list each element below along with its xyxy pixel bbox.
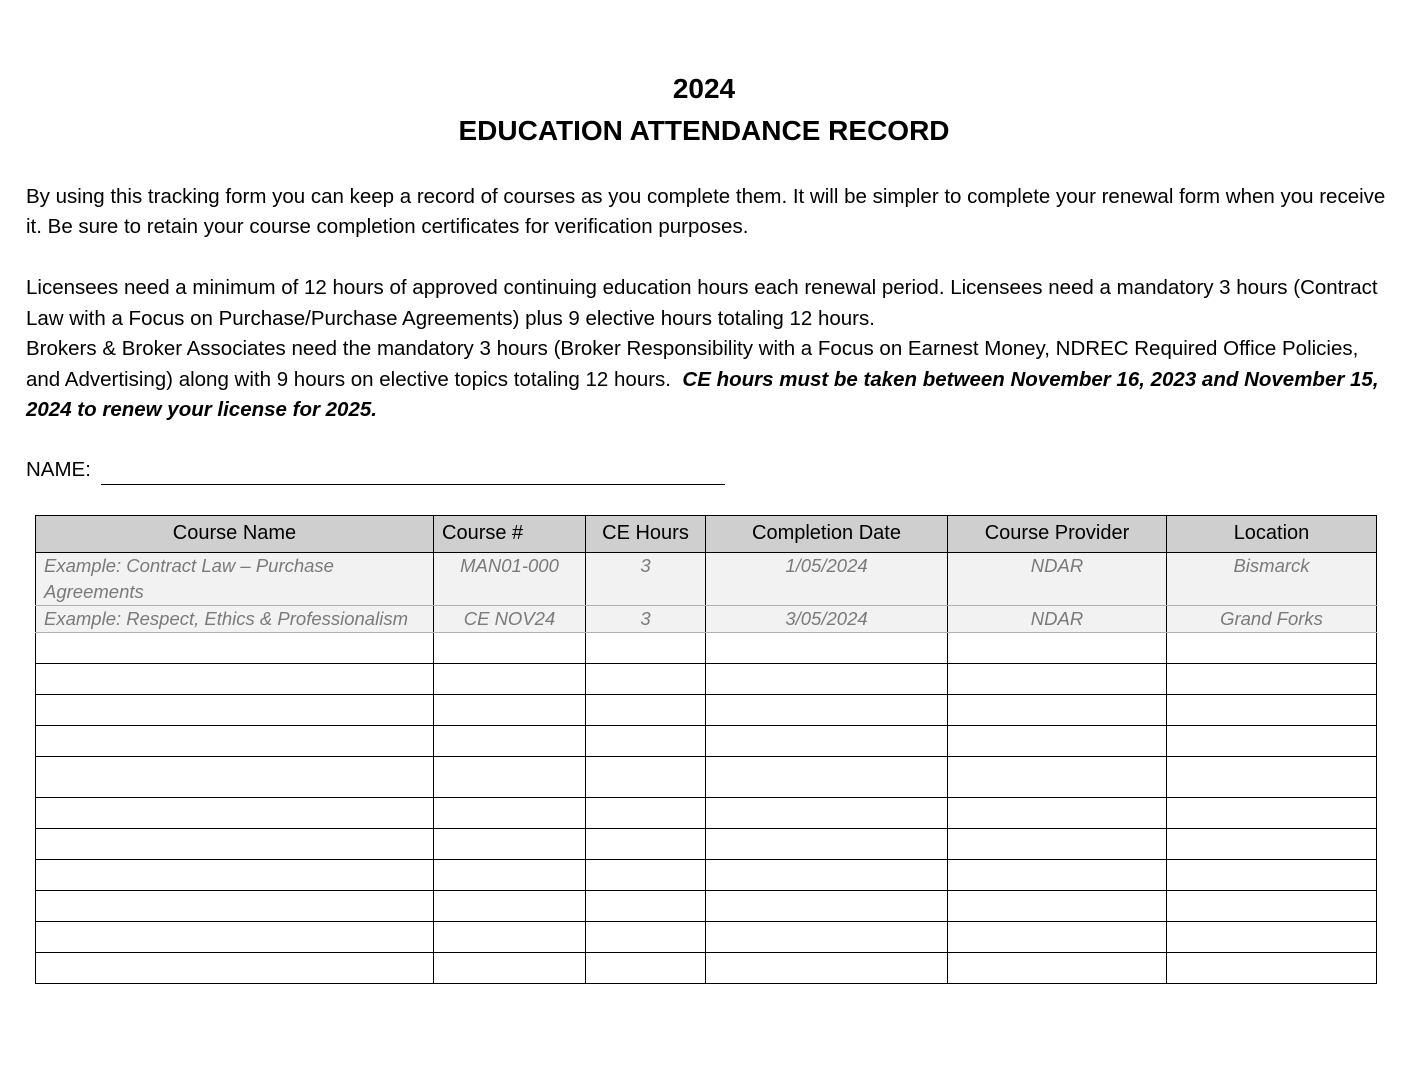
header-completion-date: Completion Date [706, 516, 948, 553]
completion-date-cell[interactable] [706, 695, 948, 726]
location-cell[interactable] [1167, 829, 1377, 860]
example-course-name: Example: Contract Law – Purchase Agreements [36, 553, 434, 606]
course-name-cell[interactable] [36, 695, 434, 726]
example-completion-date: 3/05/2024 [706, 606, 948, 633]
example-ce-hours: 3 [586, 553, 706, 606]
broker-requirements: Brokers & Broker Associates need the mandatory 3 hours (Broker Responsibility with a Focus on Earnest Money, NDREC Required Office Policies, and Advertising) along with 9 hours on elective topics totaling 12 hours. [26, 337, 1359, 391]
table-row [36, 726, 1377, 757]
ce-hours-cell[interactable] [586, 922, 706, 953]
completion-date-cell[interactable] [706, 860, 948, 891]
title-year: 2024 [672, 73, 736, 104]
course-provider-cell[interactable] [948, 664, 1167, 695]
completion-date-cell[interactable] [706, 953, 948, 984]
location-cell[interactable] [1167, 922, 1377, 953]
ce-hours-cell[interactable] [586, 953, 706, 984]
name-field [26, 455, 725, 485]
location-cell[interactable] [1167, 726, 1377, 757]
location-cell[interactable] [1167, 891, 1377, 922]
course-provider-cell[interactable] [948, 922, 1167, 953]
course-provider-cell[interactable] [948, 891, 1167, 922]
table-row [36, 633, 1377, 664]
course-number-cell[interactable] [434, 726, 586, 757]
table-row [36, 922, 1377, 953]
course-name-cell[interactable] [36, 891, 434, 922]
example-course-provider: NDAR [948, 606, 1167, 633]
course-name-cell[interactable] [36, 757, 434, 798]
course-provider-cell[interactable] [948, 633, 1167, 664]
example-location: Bismarck [1167, 553, 1377, 606]
completion-date-cell[interactable] [706, 798, 948, 829]
course-name-cell[interactable] [36, 860, 434, 891]
header-course-name: Course Name [36, 516, 434, 553]
table-row [36, 829, 1377, 860]
location-cell[interactable] [1167, 633, 1377, 664]
table-row [36, 757, 1377, 798]
table-row [36, 798, 1377, 829]
name-input-line[interactable] [101, 460, 725, 485]
completion-date-cell[interactable] [706, 922, 948, 953]
course-name-cell[interactable] [36, 798, 434, 829]
course-provider-cell[interactable] [948, 757, 1167, 798]
ce-hours-cell[interactable] [586, 891, 706, 922]
course-number-cell[interactable] [434, 891, 586, 922]
example-course-number: MAN01-000 [434, 553, 586, 606]
ce-hours-cell[interactable] [586, 633, 706, 664]
course-provider-cell[interactable] [948, 798, 1167, 829]
page-title [0, 68, 1408, 152]
course-name-cell[interactable] [36, 664, 434, 695]
course-number-cell[interactable] [434, 798, 586, 829]
completion-date-cell[interactable] [706, 633, 948, 664]
ce-hours-cell[interactable] [586, 726, 706, 757]
ce-hours-cell[interactable] [586, 829, 706, 860]
location-cell[interactable] [1167, 798, 1377, 829]
ce-hours-cell[interactable] [586, 798, 706, 829]
location-cell[interactable] [1167, 664, 1377, 695]
title-heading: EDUCATION ATTENDANCE RECORD [458, 115, 950, 146]
example-location: Grand Forks [1167, 606, 1377, 633]
table-header-row [36, 516, 1377, 553]
example-row [36, 553, 1377, 606]
course-number-cell[interactable] [434, 860, 586, 891]
course-number-cell[interactable] [434, 757, 586, 798]
header-course-provider: Course Provider [948, 516, 1167, 553]
location-cell[interactable] [1167, 860, 1377, 891]
ce-hours-cell[interactable] [586, 695, 706, 726]
course-provider-cell[interactable] [948, 695, 1167, 726]
table-row [36, 953, 1377, 984]
requirements-block [26, 273, 1392, 426]
header-location: Location [1167, 516, 1377, 553]
course-number-cell[interactable] [434, 633, 586, 664]
course-name-cell[interactable] [36, 829, 434, 860]
course-name-cell[interactable] [36, 633, 434, 664]
ce-hours-cell[interactable] [586, 664, 706, 695]
table-row [36, 860, 1377, 891]
course-number-cell[interactable] [434, 922, 586, 953]
example-course-number: CE NOV24 [434, 606, 586, 633]
course-name-cell[interactable] [36, 953, 434, 984]
course-provider-cell[interactable] [948, 953, 1167, 984]
example-row [36, 606, 1377, 633]
ce-hours-cell[interactable] [586, 860, 706, 891]
completion-date-cell[interactable] [706, 891, 948, 922]
location-cell[interactable] [1167, 953, 1377, 984]
example-course-provider: NDAR [948, 553, 1167, 606]
course-number-cell[interactable] [434, 829, 586, 860]
course-provider-cell[interactable] [948, 726, 1167, 757]
table-row [36, 695, 1377, 726]
example-course-name: Example: Respect, Ethics & Professionalism [36, 606, 434, 633]
deadline-notice: CE hours must be taken between November 16, 2023 and November 15, 2024 to renew your license for 2025. [26, 367, 1379, 421]
example-ce-hours: 3 [586, 606, 706, 633]
course-number-cell[interactable] [434, 664, 586, 695]
licensee-requirements: Licensees need a minimum of 12 hours of approved continuing education hours each renewal period. Licensees need a mandatory 3 hours (Contract Law with a Focus on Purchase/Purchase Agreements) plus 9 elective hours totaling 12 hours. [26, 276, 1378, 330]
course-number-cell[interactable] [434, 695, 586, 726]
intro-paragraph: By using this tracking form you can keep a record of courses as you complete them. It will be simpler to complete your renewal form when you receive it. Be sure to retain your course completion certificates for verification purposes. [26, 185, 1386, 238]
course-provider-cell[interactable] [948, 860, 1167, 891]
table-row [36, 664, 1377, 695]
course-name-cell[interactable] [36, 726, 434, 757]
course-name-cell[interactable] [36, 922, 434, 953]
location-cell[interactable] [1167, 757, 1377, 798]
location-cell[interactable] [1167, 695, 1377, 726]
attendance-table [35, 515, 1377, 984]
completion-date-cell[interactable] [706, 757, 948, 798]
name-label: NAME: [26, 458, 91, 481]
example-completion-date: 1/05/2024 [706, 553, 948, 606]
completion-date-cell[interactable] [706, 726, 948, 757]
header-course-number: Course # [434, 516, 586, 553]
header-ce-hours: CE Hours [586, 516, 706, 553]
ce-hours-cell[interactable] [586, 757, 706, 798]
completion-date-cell[interactable] [706, 664, 948, 695]
table-row [36, 891, 1377, 922]
course-provider-cell[interactable] [948, 829, 1167, 860]
course-number-cell[interactable] [434, 953, 586, 984]
completion-date-cell[interactable] [706, 829, 948, 860]
